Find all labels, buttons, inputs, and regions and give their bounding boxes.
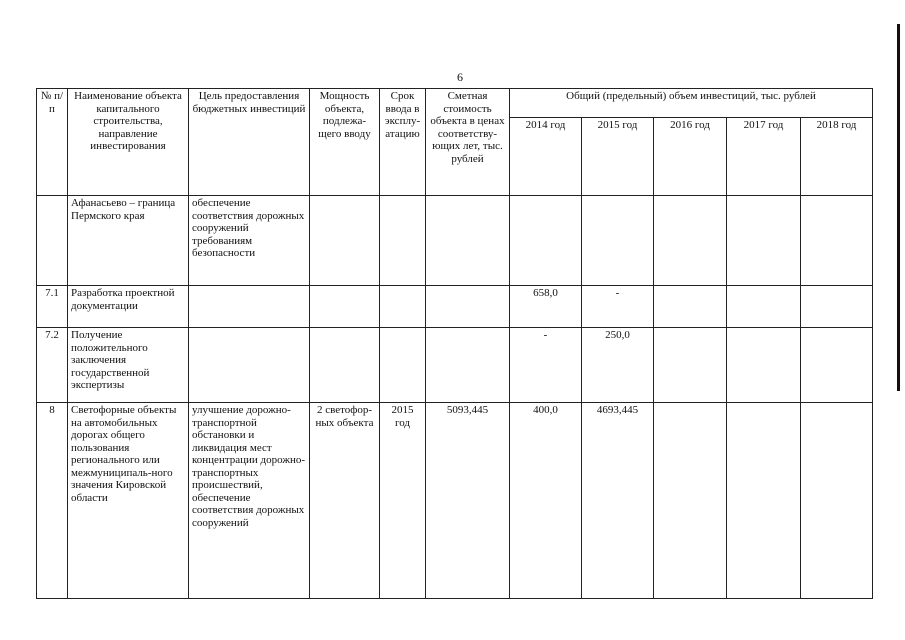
row-2014: 658,0 [510,286,582,328]
row-2014 [510,196,582,286]
row-capacity [310,328,380,403]
row-2016 [654,196,727,286]
header-year-2014: 2014 год [510,118,582,196]
table-row [37,196,873,286]
row-name: Афанасьево – граница Пермского края [68,196,189,286]
margin-line [897,24,900,391]
row-num: 8 [37,403,68,599]
row-2015 [582,196,654,286]
table-row [37,403,873,599]
row-name: Разработка проектной документации [68,286,189,328]
row-goal: обеспечение соответствия дорожных сооружений требованиям безопасности [189,196,310,286]
row-2018 [801,286,873,328]
row-2018 [801,403,873,599]
header-term: Срок ввода в эксплу-атацию [380,89,426,196]
header-num: № п/п [37,89,68,196]
row-goal [189,328,310,403]
row-term: 2015 год [380,403,426,599]
row-2014: - [510,328,582,403]
row-2017 [727,286,801,328]
row-2016 [654,328,727,403]
header-row-1 [37,89,873,118]
header-total: Общий (предельный) объем инвестиций, тыс. рублей [510,89,873,118]
row-goal [189,286,310,328]
row-num: 7.1 [37,286,68,328]
row-2016 [654,286,727,328]
header-name: Наименование объекта капитального строительства, направление инвестирования [68,89,189,196]
header-cost: Сметная стоимость объекта в ценах соответству-ющих лет, тыс. рублей [426,89,510,196]
row-2017 [727,196,801,286]
row-2017 [727,403,801,599]
investment-table [36,88,873,599]
row-cost [426,196,510,286]
table-row [37,328,873,403]
row-2015: 4693,445 [582,403,654,599]
row-2015: - [582,286,654,328]
header-year-2016: 2016 год [654,118,727,196]
table-row [37,286,873,328]
row-2017 [727,328,801,403]
row-num [37,196,68,286]
header-year-2017: 2017 год [727,118,801,196]
row-term [380,196,426,286]
row-capacity [310,196,380,286]
row-2014: 400,0 [510,403,582,599]
row-cost [426,286,510,328]
row-cost: 5093,445 [426,403,510,599]
row-2015: 250,0 [582,328,654,403]
row-2018 [801,196,873,286]
row-name: Светофорные объекты на автомобильных дорогах общего пользования регионального или межмуниципаль-ного значения Кировской области [68,403,189,599]
row-goal: улучшение дорожно-транспортной обстановки и ликвидация мест концентрации дорожно-транспортных происшествий, обеспечение соответствия дорожных сооружений [189,403,310,599]
row-name: Получение положительного заключения государственной экспертизы [68,328,189,403]
header-capacity: Мощность объекта, подлежа-щего вводу [310,89,380,196]
row-2018 [801,328,873,403]
row-term [380,286,426,328]
header-year-2018: 2018 год [801,118,873,196]
row-2016 [654,403,727,599]
page-number: 6 [457,70,463,84]
row-num: 7.2 [37,328,68,403]
header-year-2015: 2015 год [582,118,654,196]
header-goal: Цель предоставления бюджетных инвестиций [189,89,310,196]
row-term [380,328,426,403]
row-cost [426,328,510,403]
row-capacity: 2 светофор-ных объекта [310,403,380,599]
row-capacity [310,286,380,328]
